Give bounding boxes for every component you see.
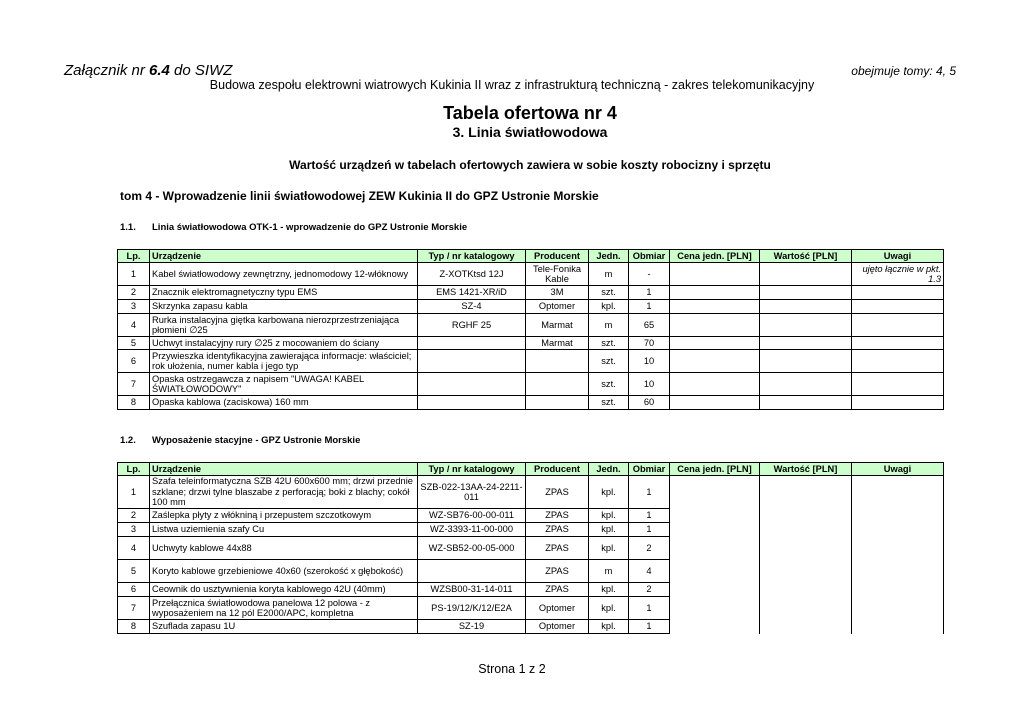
cell-qty: 1: [629, 286, 670, 300]
cell-producer: ZPAS: [526, 476, 589, 509]
cell-unit: kpl.: [589, 597, 629, 620]
cell-qty: 1: [629, 597, 670, 620]
page-subtitle: 3. Linia światłowodowa: [452, 124, 608, 140]
cell-type: [418, 350, 526, 373]
cell-lp: 1: [118, 476, 150, 509]
col-device: Urządzenie: [150, 250, 418, 263]
offer-table-1: [117, 249, 944, 410]
cell-unit-price: [670, 314, 760, 337]
cell-type: [418, 560, 526, 583]
cell-qty: 65: [629, 314, 670, 337]
cell-unit-price: [670, 476, 760, 634]
col-device: Urządzenie: [150, 463, 418, 476]
volume-heading: tom 4 - Wprowadzenie linii światłowodowej ZEW Kukinia II do GPZ Ustronie Morskie: [120, 189, 599, 203]
cell-type: SZ-19: [418, 620, 526, 634]
cell-qty: 10: [629, 350, 670, 373]
cell-unit-price: [670, 350, 760, 373]
table-header-row: [118, 250, 944, 263]
col-value: Wartość [PLN]: [760, 250, 852, 263]
cell-type: [418, 373, 526, 396]
cell-device: Przywieszka identyfikacyjna zawierająca informacje: właściciel; rok ułożenia, numer kabla i jego typ: [150, 350, 418, 373]
cell-unit: kpl.: [589, 537, 629, 560]
cell-qty: -: [629, 263, 670, 286]
cell-qty: 1: [629, 300, 670, 314]
cell-value: [760, 263, 852, 286]
cell-unit-price: [670, 396, 760, 410]
cell-producer: Tele-Fonika Kable: [526, 263, 589, 286]
cell-remarks: [852, 373, 944, 396]
cell-qty: 70: [629, 337, 670, 350]
offer-table-2: [117, 462, 944, 634]
cell-value: [760, 350, 852, 373]
table-row: [118, 263, 944, 286]
col-unit: Jedn.: [589, 463, 629, 476]
cell-lp: 4: [118, 537, 150, 560]
col-lp: Lp.: [118, 463, 150, 476]
cell-lp: 2: [118, 509, 150, 523]
cell-device: Szuflada zapasu 1U: [150, 620, 418, 634]
cell-value: [760, 300, 852, 314]
cell-remarks: [852, 476, 944, 634]
cell-type: PS-19/12/K/12/E2A: [418, 597, 526, 620]
cell-producer: ZPAS: [526, 523, 589, 537]
cell-producer: [526, 350, 589, 373]
cell-qty: 1: [629, 620, 670, 634]
cell-device: Opaska ostrzegawcza z napisem "UWAGA! KABEL ŚWIATŁOWODOWY": [150, 373, 418, 396]
cell-device: Zaślepka płyty z włókniną i przepustem szczotkowym: [150, 509, 418, 523]
cell-value: [760, 476, 852, 634]
cell-device: Uchwyt instalacyjny rury ∅25 z mocowaniem do ściany: [150, 337, 418, 350]
cell-qty: 2: [629, 537, 670, 560]
table-row: [118, 286, 944, 300]
cell-type: SZ-4: [418, 300, 526, 314]
cell-qty: 1: [629, 509, 670, 523]
col-lp: Lp.: [118, 250, 150, 263]
cell-lp: 2: [118, 286, 150, 300]
cell-device: Kabel światłowodowy zewnętrzny, jednomodowy 12-włóknowy: [150, 263, 418, 286]
cell-unit: m: [589, 560, 629, 583]
table-row: [118, 476, 944, 509]
section-1-heading: 1.1. Linia światłowodowa OTK-1 - wprowadzenie do GPZ Ustronie Morskie: [120, 222, 468, 233]
cell-lp: 4: [118, 314, 150, 337]
cell-device: Przełącznica światłowodowa panelowa 12 polowa - z wyposażeniem na 12 pól E2000/APC, kompletna: [150, 597, 418, 620]
cell-lp: 7: [118, 373, 150, 396]
cell-lp: 6: [118, 583, 150, 597]
cell-producer: ZPAS: [526, 560, 589, 583]
cell-remarks: [852, 300, 944, 314]
cell-producer: ZPAS: [526, 537, 589, 560]
cell-unit: szt.: [589, 337, 629, 350]
cell-lp: 1: [118, 263, 150, 286]
annex-label: Załącznik nr 6.4 do SIWZ: [64, 62, 233, 79]
cell-producer: Marmat: [526, 314, 589, 337]
cell-type: WZSB00-31-14-011: [418, 583, 526, 597]
page-number: Strona 1 z 2: [478, 662, 546, 676]
cell-unit-price: [670, 286, 760, 300]
page-title: Tabela ofertowa nr 4: [443, 103, 617, 123]
cell-lp: 8: [118, 620, 150, 634]
cell-unit-price: [670, 373, 760, 396]
table-row: [118, 396, 944, 410]
section-2-heading: 1.2. Wyposażenie stacyjne - GPZ Ustronie Morskie: [120, 435, 361, 446]
table-row: [118, 373, 944, 396]
cell-value: [760, 314, 852, 337]
cell-remarks: [852, 286, 944, 300]
cell-qty: 10: [629, 373, 670, 396]
col-value: Wartość [PLN]: [760, 463, 852, 476]
col-remarks: Uwagi: [852, 463, 944, 476]
cell-qty: 4: [629, 560, 670, 583]
cell-device: Skrzynka zapasu kabla: [150, 300, 418, 314]
cell-remarks: [852, 314, 944, 337]
cost-note: Wartość urządzeń w tabelach ofertowych zawiera w sobie koszty robocizny i sprzętu: [289, 158, 771, 172]
cell-lp: 3: [118, 523, 150, 537]
col-producer: Producent: [526, 250, 589, 263]
cell-unit: kpl.: [589, 523, 629, 537]
table-row: [118, 350, 944, 373]
cell-type: WZ-SB52-00-05-000: [418, 537, 526, 560]
cell-producer: [526, 373, 589, 396]
cell-unit: kpl.: [589, 476, 629, 509]
cell-producer: ZPAS: [526, 583, 589, 597]
col-unit-price: Cena jedn. [PLN]: [670, 463, 760, 476]
table-header-row: [118, 463, 944, 476]
cell-device: Koryto kablowe grzebieniowe 40x60 (szerokość x głębokość): [150, 560, 418, 583]
cell-type: SZB-022-13AA-24-2211-011: [418, 476, 526, 509]
cell-unit: szt.: [589, 373, 629, 396]
cell-producer: [526, 396, 589, 410]
cell-remarks: [852, 396, 944, 410]
cell-device: Uchwyty kablowe 44x88: [150, 537, 418, 560]
col-unit: Jedn.: [589, 250, 629, 263]
cell-unit: szt.: [589, 396, 629, 410]
cell-unit: szt.: [589, 350, 629, 373]
cell-remarks: [852, 350, 944, 373]
cell-device: Opaska kablowa (zaciskowa) 160 mm: [150, 396, 418, 410]
col-remarks: Uwagi: [852, 250, 944, 263]
cell-type: Z-XOTKtsd 12J: [418, 263, 526, 286]
cell-device: Znacznik elektromagnetyczny typu EMS: [150, 286, 418, 300]
cell-producer: Optomer: [526, 620, 589, 634]
cell-lp: 5: [118, 560, 150, 583]
cell-qty: 1: [629, 476, 670, 509]
cell-value: [760, 286, 852, 300]
cell-qty: 2: [629, 583, 670, 597]
cell-unit: szt.: [589, 286, 629, 300]
col-type: Typ / nr katalogowy: [418, 250, 526, 263]
cell-device: Szafa teleinformatyczna SZB 42U 600x600 mm; drzwi przednie szklane; drzwi tylne blaszabe z perforacją; boki z blachy; cokół 100 mm: [150, 476, 418, 509]
cell-lp: 3: [118, 300, 150, 314]
cell-remarks: [852, 337, 944, 350]
cell-unit: kpl.: [589, 509, 629, 523]
cell-value: [760, 337, 852, 350]
cell-remarks: ujęto łącznie w pkt. 1.3: [852, 263, 944, 286]
cell-unit: kpl.: [589, 620, 629, 634]
cell-device: Ceownik do usztywnienia koryta kablowego 42U (40mm): [150, 583, 418, 597]
cell-lp: 5: [118, 337, 150, 350]
cell-type: [418, 396, 526, 410]
cell-unit: kpl.: [589, 300, 629, 314]
cell-lp: 8: [118, 396, 150, 410]
col-producer: Producent: [526, 463, 589, 476]
table-row: [118, 300, 944, 314]
cell-unit: m: [589, 263, 629, 286]
cell-producer: Marmat: [526, 337, 589, 350]
col-unit-price: Cena jedn. [PLN]: [670, 250, 760, 263]
col-type: Typ / nr katalogowy: [418, 463, 526, 476]
cell-unit: kpl.: [589, 583, 629, 597]
table-row: [118, 314, 944, 337]
cell-unit: m: [589, 314, 629, 337]
table-row: [118, 337, 944, 350]
cell-type: [418, 337, 526, 350]
col-qty: Obmiar: [629, 250, 670, 263]
cell-producer: Optomer: [526, 300, 589, 314]
cell-unit-price: [670, 300, 760, 314]
volumes-label: obejmuje tomy: 4, 5: [851, 64, 956, 78]
project-title: Budowa zespołu elektrowni wiatrowych Kukinia II wraz z infrastrukturą techniczną - zakres telekomunikacyjny: [209, 78, 815, 92]
cell-producer: Optomer: [526, 597, 589, 620]
cell-type: WZ-SB76-00-00-011: [418, 509, 526, 523]
cell-qty: 60: [629, 396, 670, 410]
cell-unit-price: [670, 263, 760, 286]
cell-producer: 3M: [526, 286, 589, 300]
cell-value: [760, 396, 852, 410]
cell-unit-price: [670, 337, 760, 350]
cell-type: RGHF 25: [418, 314, 526, 337]
cell-type: WZ-3393-11-00-000: [418, 523, 526, 537]
cell-value: [760, 373, 852, 396]
cell-device: Listwa uziemienia szafy Cu: [150, 523, 418, 537]
cell-device: Rurka instalacyjna giętka karbowana nierozprzestrzeniająca płomieni ∅25: [150, 314, 418, 337]
cell-qty: 1: [629, 523, 670, 537]
cell-lp: 6: [118, 350, 150, 373]
col-qty: Obmiar: [629, 463, 670, 476]
cell-type: EMS 1421-XR/iD: [418, 286, 526, 300]
cell-lp: 7: [118, 597, 150, 620]
cell-producer: ZPAS: [526, 509, 589, 523]
